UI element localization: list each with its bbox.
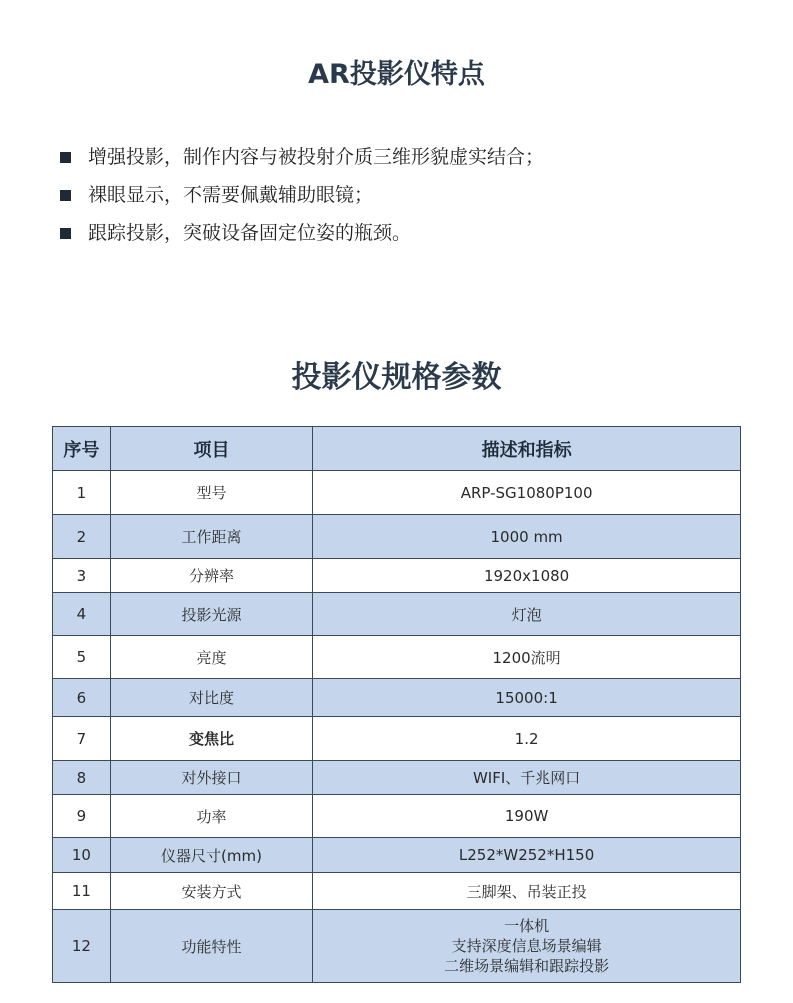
spec-table (52, 426, 741, 983)
feature-item (60, 138, 544, 176)
row-no: 6 (53, 679, 111, 717)
table-row (53, 636, 741, 679)
row-no: 10 (53, 838, 111, 873)
square-bullet-icon (60, 190, 71, 201)
table-row (53, 717, 741, 761)
row-no: 4 (53, 593, 111, 636)
row-no: 1 (53, 471, 111, 515)
row-item: 对比度 (110, 679, 312, 717)
spec-title: 投影仪规格参数 (291, 360, 502, 395)
feature-text: 裸眼显示，不需要佩戴辅助眼镜； (88, 184, 374, 206)
row-item: 对外接口 (110, 761, 312, 795)
table-row (53, 910, 741, 983)
row-item: 变焦比 (110, 717, 312, 761)
row-no: 11 (53, 873, 111, 910)
table-row (53, 679, 741, 717)
row-desc: 1920x1080 (313, 559, 741, 593)
feature-text: 跟踪投影，突破设备固定位姿的瓶颈。 (88, 222, 412, 244)
feature-text: 增强投影，制作内容与被投射介质三维形貌虚实结合； (88, 146, 545, 168)
row-no: 8 (53, 761, 111, 795)
row-no: 12 (53, 910, 111, 983)
header-no: 序号 (53, 427, 111, 471)
row-item: 投影光源 (110, 593, 312, 636)
feature-item (60, 176, 544, 214)
row-desc: 灯泡 (313, 593, 741, 636)
row-desc: 三脚架、吊装正投 (313, 873, 741, 910)
features-list (60, 138, 544, 252)
features-title: AR投影仪特点 (308, 59, 485, 90)
row-item: 功率 (110, 795, 312, 838)
table-row (53, 761, 741, 795)
row-desc: ARP-SG1080P100 (313, 471, 741, 515)
row-no: 3 (53, 559, 111, 593)
row-desc: L252*W252*H150 (313, 838, 741, 873)
row-item: 安装方式 (110, 873, 312, 910)
row-item: 亮度 (110, 636, 312, 679)
row-item: 工作距离 (110, 515, 312, 559)
row-no: 5 (53, 636, 111, 679)
table-row (53, 559, 741, 593)
row-desc: 1200流明 (313, 636, 741, 679)
row-desc: 1.2 (313, 717, 741, 761)
row-desc: 15000:1 (313, 679, 741, 717)
table-row (53, 593, 741, 636)
table-header-row (53, 427, 741, 471)
desc-line: 一体机 (504, 917, 550, 935)
desc-line: 二维场景编辑和跟踪投影 (444, 957, 610, 975)
row-no: 9 (53, 795, 111, 838)
row-no: 7 (53, 717, 111, 761)
feature-item (60, 214, 544, 252)
row-item: 分辨率 (110, 559, 312, 593)
row-desc: 1000 mm (313, 515, 741, 559)
header-desc: 描述和指标 (313, 427, 741, 471)
table-row (53, 873, 741, 910)
row-desc: WIFI、千兆网口 (313, 761, 741, 795)
square-bullet-icon (60, 228, 71, 239)
row-desc: 190W (313, 795, 741, 838)
desc-line: 支持深度信息场景编辑 (451, 937, 602, 955)
row-item: 型号 (110, 471, 312, 515)
square-bullet-icon (60, 152, 71, 163)
row-item: 仪器尺寸(mm) (110, 838, 312, 873)
table-row (53, 471, 741, 515)
row-desc (313, 910, 741, 983)
table-row (53, 838, 741, 873)
row-item: 功能特性 (110, 910, 312, 983)
row-no: 2 (53, 515, 111, 559)
header-item: 项目 (110, 427, 312, 471)
table-row (53, 515, 741, 559)
table-row (53, 795, 741, 838)
